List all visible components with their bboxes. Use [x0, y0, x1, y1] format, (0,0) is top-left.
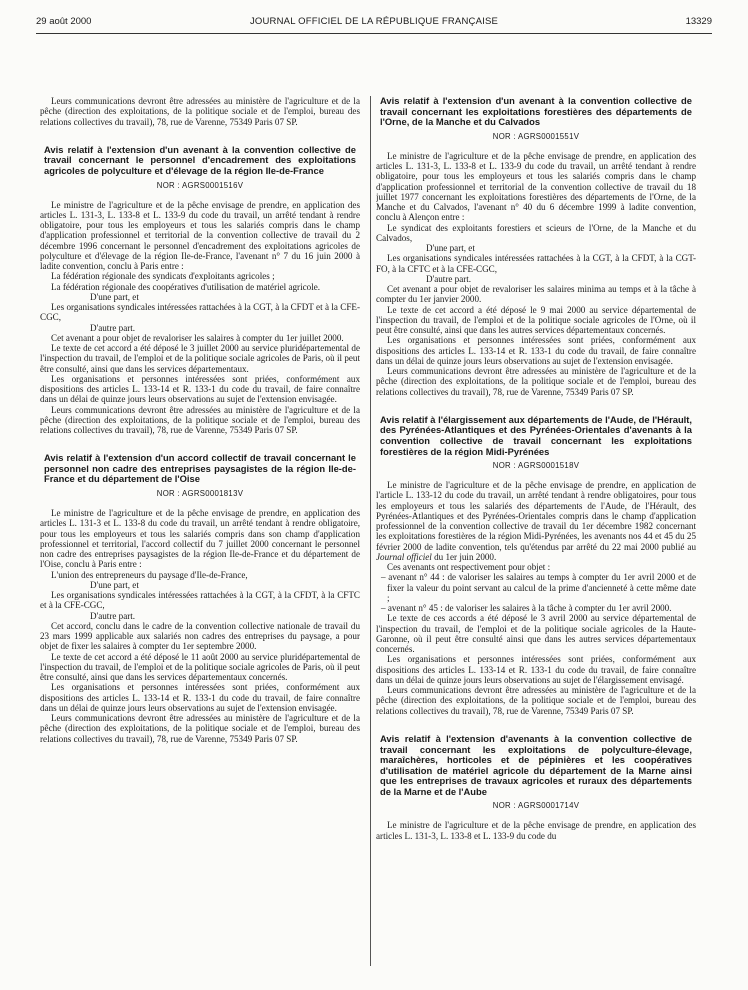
notice-article [40, 453, 360, 744]
paragraph: Le ministre de l'agriculture et de la pêche envisage de prendre, en application des articles L. 131-3, L. 133-8 et L. 133-9 du code du travail, un arrêté tendant à rendre obligatoire, pour tous les employeurs et tous les salariés compris dans le champ d'application professionnel et territorial de la convention collective de travail du 18 juillet 1977 concernant les exploitations forestières des départements de l'Orne, de la Manche et du Calvados, l'avenant n° 40 du 6 décembre 1999 à ladite convention, conclu à Alençon entre : [376, 150, 696, 223]
paragraph: Le ministre de l'agriculture et de la pêche envisage de prendre, en application des articles L. 131-3, L. 133-8 et L. 133-9 du code du travail, un arrêté tendant à rendre obligatoire, pour tous les employeurs et tous les salariés compris dans le champ d'application professionnel et territorial de la convention collective de travail du 2 décembre 1996 concernant le personnel d'encadrement des exploitations agricoles de polyculture et d'élevage de la région Ile-de-France, l'avenant n° 7 du 16 juin 2000 à ladite convention, conclu à Paris entre : [40, 199, 360, 272]
paragraph: D'une part, et [90, 291, 139, 302]
page-header [36, 16, 712, 32]
paragraph: Le syndicat des exploitants forestiers et scieurs de l'Orne, de la Manche et du Calvados, [376, 222, 696, 243]
notice-article [376, 96, 696, 397]
paragraph: Les organisations syndicales intéressées rattachées à la CGT, à la CFDT et à la CFE-CGC, [40, 302, 360, 323]
paragraph: Les organisations et personnes intéressées sont priées, conformément aux dispositions des articles L. 133-14 et R. 133-1 du code du travail, de faire connaître dans un délai de quinze jours leurs observations au sujet de l'extension envisagée. [40, 373, 360, 405]
list-item: – avenant n° 44 : de valoriser les salaires au temps à compter du 1er avril 2000 et de fixer la valeur du point servant au calcul de la prime d'ancienneté à cette même date ; [381, 572, 696, 603]
paragraph: Le texte de ces accords a été déposé le 3 avril 2000 au service départemental de l'inspection du travail, de l'emploi et de la politique sociale agricoles de la Haute-Garonne, où il peut être consulté ainsi que dans les autres services départementaux concernés. [376, 613, 696, 655]
paragraph: Cet avenant a pour objet de revaloriser les salaires à compter du 1er juillet 2000. [51, 332, 344, 343]
paragraph: Le texte de cet accord a été déposé le 9 mai 2000 au service départemental de l'inspection du travail, de l'emploi et de la politique sociale agricoles de l'Orne, où il peut être consulté, ainsi que dans les autres services départementaux concernés. [376, 304, 696, 336]
nor-reference: NOR : AGRS0001551V [492, 131, 580, 141]
header-date: 29 août 2000 [36, 16, 92, 27]
column-divider [370, 96, 371, 966]
paragraph: D'autre part. [426, 273, 472, 284]
notice-title: Avis relatif à l'extension d'un avenant à la convention collective de travail concernant les exploitations forestières des départements de l'Orne, de la Manche et du Calvados [380, 96, 692, 128]
nor-reference: NOR : AGRS0001813V [156, 489, 244, 499]
journal-title: JOURNAL OFFICIEL DE LA RÉPUBLIQUE FRANÇAISE [249, 16, 499, 27]
left-column [40, 96, 360, 744]
paragraph: La fédération régionale des syndicats d'exploitants agricoles ; [51, 271, 275, 282]
paragraph: Les organisations syndicales intéressées rattachées à la CGT, à la CFDT, à la CFTC et à la CFE-CGC, [40, 590, 360, 611]
notice-title: Avis relatif à l'extension d'un avenant à la convention collective de travail concernant le personnel d'encadrement des exploitations agricoles de polyculture et d'élevage de la région Ile-de-France [44, 143, 356, 176]
right-column [376, 96, 696, 841]
paragraph: D'une part, et [90, 579, 139, 590]
paragraph: Leurs communications devront être adressées au ministère de l'agriculture et de la pêche (direction des exploitations, de la politique sociale et de l'emploi, bureau des relations collectives du travail), 78, rue de Varenne, 75349 Paris 07 SP. [376, 366, 696, 397]
paragraph: Les organisations syndicales intéressées rattachées à la CGT, à la CFDT, à la CGT-FO, à la CFTC et à la CFE-CGC, [376, 253, 696, 274]
paragraph: Le ministre de l'agriculture et de la pêche envisage de prendre, en application des articles L. 131-3 et L. 133-8 du code du travail, un arrêté tendant à rendre obligatoire, pour tous les employeurs et tous les salariés compris dans son champ d'application professionnel et territorial, l'accord collectif du 7 juillet 2000 concernant le personnel non cadre des entreprises paysagistes de la région Ile-de-France et du département de l'Oise, conclu à Paris entre : [40, 508, 360, 570]
nor-reference: NOR : AGRS0001518V [492, 461, 580, 471]
journal-officiel-ref: Journal officiel [376, 551, 432, 562]
paragraph: Les organisations et personnes intéressées sont priées, conformément aux dispositions des articles L. 133-14 et R. 133-1 du code du travail, de faire connaître dans un délai de quinze jours leurs observations au sujet de l'extension envisagée. [376, 335, 696, 366]
notice-title: Avis relatif à l'élargissement aux départements de l'Aude, de l'Hérault, des Pyrénées-Atlantiques et des Pyrénées-Orientales d'avenants à la convention collective de travail concernant les exploitations forestières de la région Midi-Pyrénées [380, 413, 692, 457]
paragraph: Leurs communications devront être adressées au ministère de l'agriculture et de la pêche (direction des exploitations, de la politique sociale et de l'emploi, bureau des relations collectives du travail), 78, rue de Varenne, 75349 Paris 07 SP. [40, 713, 360, 744]
paragraph: Leurs communications devront être adressées au ministère de l'agriculture et de la pêche (direction des exploitations, de la politique sociale et de l'emploi, bureau des relations collectives du travail), 78, rue de Varenne, 75349 Paris 07 SP. [40, 404, 360, 436]
notice-title: Avis relatif à l'extension d'avenants à la convention collective de travail concernant les exploitations de polyculture-élevage, maraîchères, horticoles et de pépinières et les coopératives d'utilisation de matériel agricole du département de la Marne ainsi que les entreprises de travaux agricoles et ruraux des départements de la Marne et de l'Aube [380, 732, 692, 797]
paragraph: Le texte de cet accord a été déposé le 3 juillet 2000 au service pluridépartemental de l'inspection du travail, de l'emploi et de la politique sociale agricoles de Paris, où il peut être consulté, ainsi que dans les services départementaux. [40, 343, 360, 374]
nor-reference: NOR : AGRS0001516V [156, 180, 244, 190]
paragraph: D'autre part. [90, 322, 136, 333]
list-item: – avenant n° 45 : de valoriser les salaires à la tâche à compter du 1er avril 2000. [381, 603, 672, 614]
notice-article [376, 734, 696, 841]
intro-paragraph: Leurs communications devront être adressées au ministère de l'agriculture et de la pêche (direction des exploitations, de la politique sociale et de l'emploi, bureau des relations collectives du travail), 78, rue de Varenne, 75349 Paris 07 SP. [40, 96, 360, 127]
paragraph: Leurs communications devront être adressées au ministère de l'agriculture et de la pêche (direction des exploitations, de la politique sociale et de l'emploi, bureau des relations collectives du travail), 78, rue de Varenne, 75349 Paris 07 SP. [376, 685, 696, 716]
notice-article [376, 415, 696, 716]
paragraph-text: du 1er juin 2000. [434, 551, 497, 562]
paragraph-text: Le ministre de l'agriculture et de la pêche envisage de prendre, en application de l'article L. 133-12 du code du travail, un arrêté tendant à rendre obligatoires, pour tous les employeurs et tous les salariés des départements de l'Aude, de l'Hérault, des Pyrénées-Atlantiques et des Pyrénées-Orientales compris dans le champ d'application professionnel de la convention collective de travail du 1er décembre 1982 concernant les exploitations forestières de la région Midi-Pyrénées, les avenants nos 44 et 45 du 25 février 2000 de ladite convention, tels qu'étendus par arrêté du 22 mai 2000 publié au [376, 480, 696, 552]
paragraph: La fédération régionale des coopératives d'utilisation de matériel agricole. [51, 281, 321, 292]
paragraph: Ces avenants ont respectivement pour objet : [387, 562, 551, 573]
paragraph: D'autre part. [90, 610, 136, 621]
paragraph: Cet accord, conclu dans le cadre de la convention collective nationale de travail du 23 mars 1999 applicable aux salariés non cadres des entreprises du paysage, a pour objet de fixer les salaires à compter du 1er septembre 2000. [40, 620, 360, 652]
page-number: 13329 [685, 16, 712, 27]
paragraph: L'union des entrepreneurs du paysage d'Ile-de-France, [51, 569, 248, 580]
nor-reference: NOR : AGRS0001714V [492, 801, 580, 811]
paragraph [376, 480, 696, 562]
paragraph: Le texte de cet accord a été déposé le 11 août 2000 au service pluridépartemental de l'inspection du travail, de l'emploi et de la politique sociale agricoles de Paris, où il peut être consulté, ainsi que dans les services départementaux concernés. [40, 651, 360, 683]
notice-title: Avis relatif à l'extension d'un accord collectif de travail concernant le personnel non cadre des entreprises paysagistes de la région Ile-de-France et du département de l'Oise [44, 452, 356, 485]
header-rule [36, 33, 712, 34]
paragraph: Le ministre de l'agriculture et de la pêche envisage de prendre, en application des articles L. 131-3, L. 133-8 et L. 133-9 du code du [376, 820, 696, 841]
paragraph: Cet avenant a pour objet de revaloriser les salaires minima au temps et à la tâche à compter du 1er janvier 2000. [376, 284, 696, 305]
paragraph: D'une part, et [426, 243, 475, 254]
paragraph: Les organisations et personnes intéressées sont priées, conformément aux dispositions des articles L. 133-14 et R. 133-1 du code du travail, de faire connaître dans un délai de quinze jours leurs observations au sujet de l'élargissement envisagé. [376, 654, 696, 685]
notice-article [40, 145, 360, 436]
paragraph: Les organisations et personnes intéressées sont priées, conformément aux dispositions des articles L. 133-14 et R. 133-1 du code du travail, de faire connaître dans un délai de quinze jours leurs observations au sujet de l'extension envisagée. [40, 682, 360, 713]
